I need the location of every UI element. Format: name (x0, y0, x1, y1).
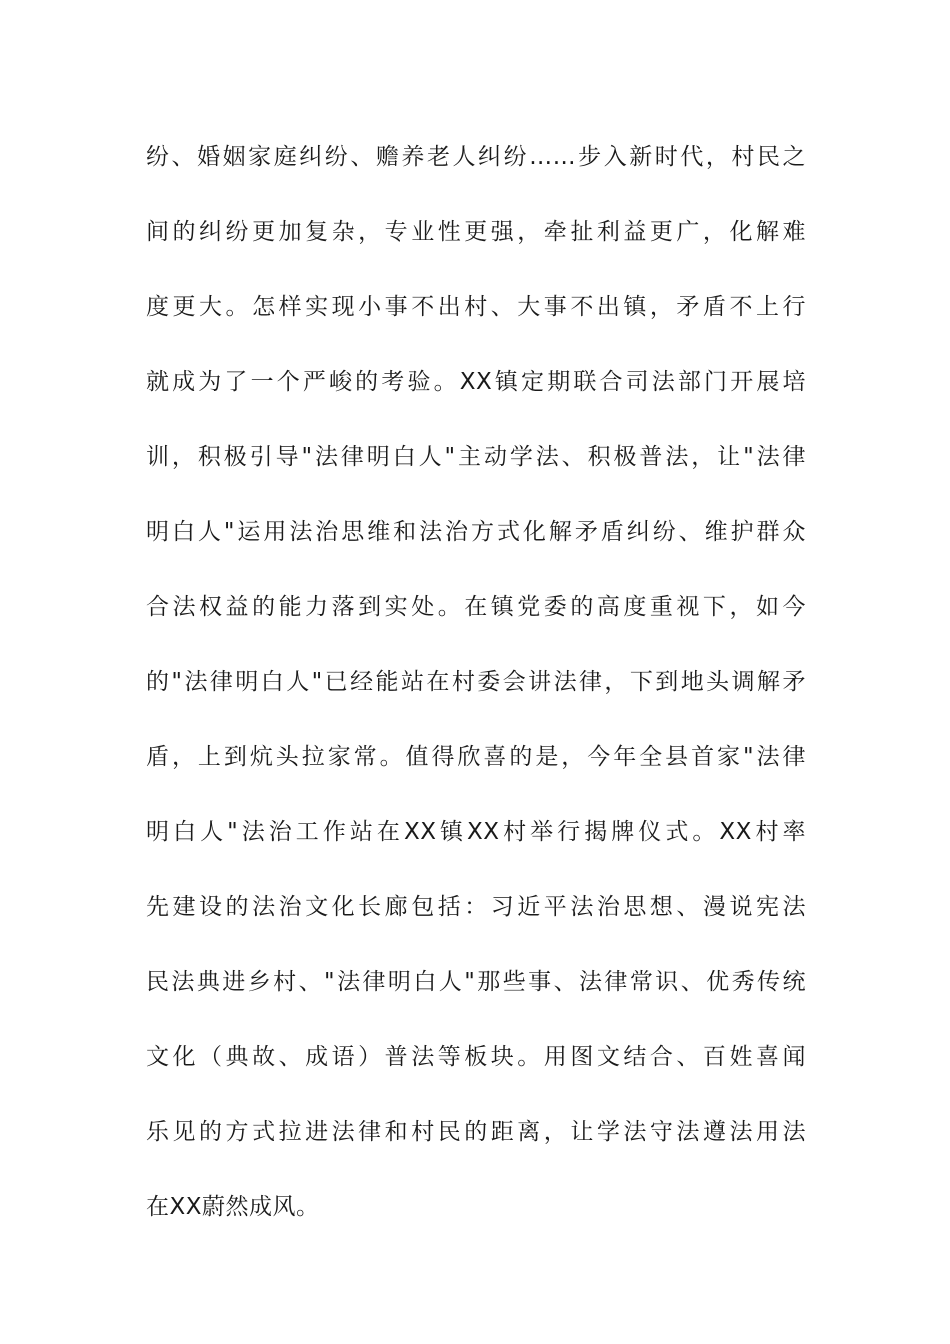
paragraph-line: 就成为了一个严峻的考验。XX镇定期联合司法部门开展培 (146, 369, 806, 395)
paragraph-line: 乐见的方式拉进法律和村民的距离，让学法守法遵法用法 (146, 1119, 806, 1145)
paragraph-line: 训，积极引导"法律明白人"主动学法、积极普法，让"法律 (146, 444, 806, 470)
paragraph-line: 盾，上到炕头拉家常。值得欣喜的是，今年全县首家"法律 (146, 744, 806, 770)
paragraph-line: 纷、婚姻家庭纠纷、赡养老人纠纷……步入新时代，村民之 (146, 144, 806, 170)
paragraph-line: 明白人"法治工作站在XX镇XX村举行揭牌仪式。XX村率 (146, 819, 806, 845)
paragraph-line: 间的纠纷更加复杂，专业性更强，牵扯利益更广，化解难 (146, 219, 806, 245)
paragraph-line-last: 在XX蔚然成风。 (146, 1194, 320, 1220)
paragraph-line: 民法典进乡村、"法律明白人"那些事、法律常识、优秀传统 (146, 969, 806, 995)
paragraph-line: 度更大。怎样实现小事不出村、大事不出镇，矛盾不上行 (146, 294, 806, 320)
paragraph-line: 先建设的法治文化长廊包括：习近平法治思想、漫说宪法 (146, 894, 806, 920)
paragraph-line: 的"法律明白人"已经能站在村委会讲法律，下到地头调解矛 (146, 669, 806, 695)
paragraph-line: 文化（典故、成语）普法等板块。用图文结合、百姓喜闻 (146, 1044, 806, 1070)
paragraph-line: 明白人"运用法治思维和法治方式化解矛盾纠纷、维护群众 (146, 519, 806, 545)
paragraph-line: 合法权益的能力落到实处。在镇党委的高度重视下，如今 (146, 594, 806, 620)
body-paragraph (146, 134, 806, 1259)
